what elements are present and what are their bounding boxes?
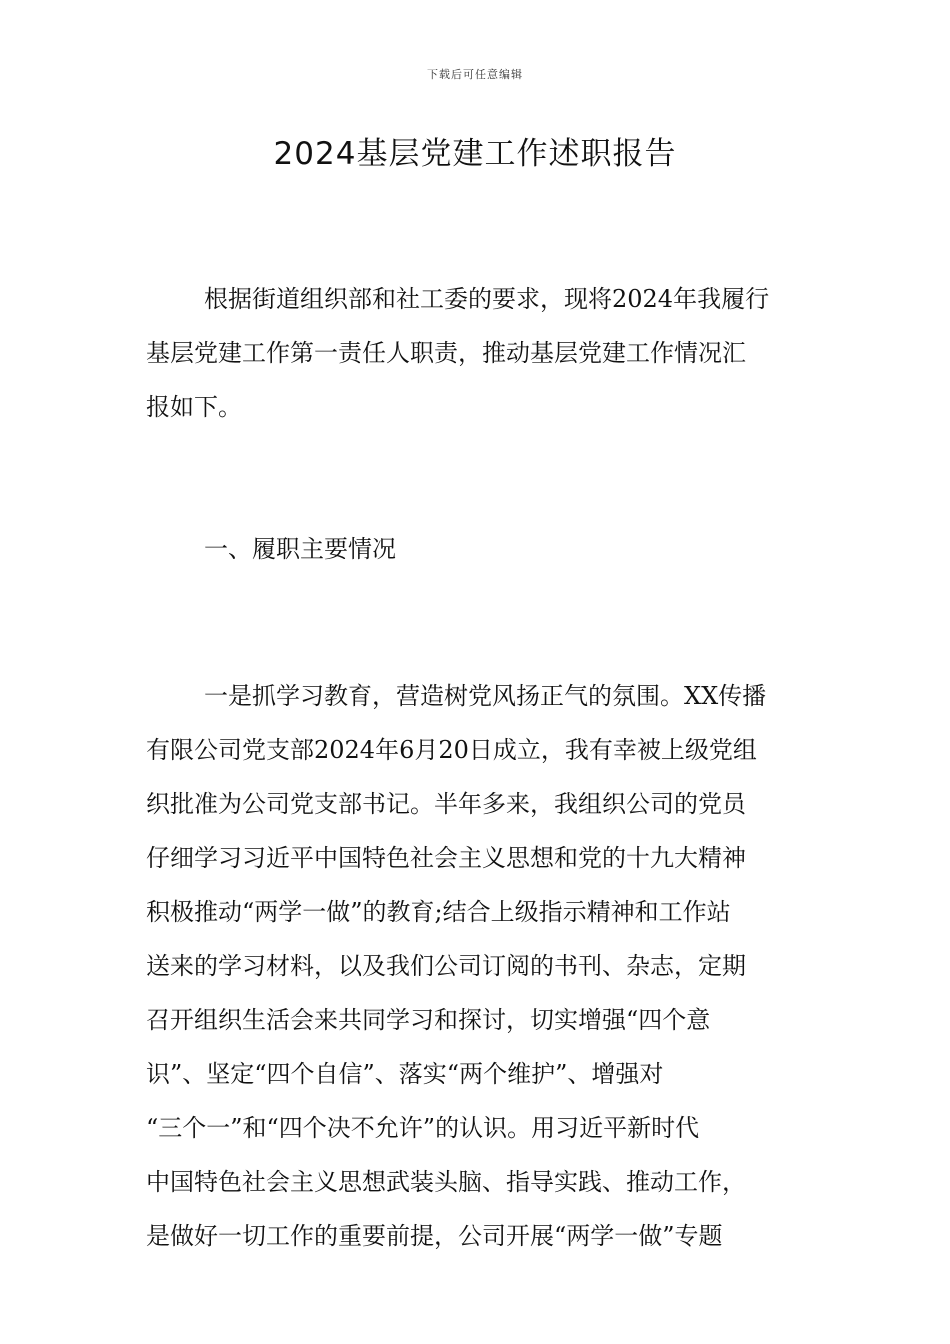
main-line: 送来的学习材料，以及我们公司订阅的书刊、杂志，定期 xyxy=(146,952,746,980)
main-line: “三个一”和“四个决不允许”的认识。用习近平新时代 xyxy=(146,1114,700,1142)
main-line: 仔细学习习近平中国特色社会主义思想和党的十九大精神 xyxy=(146,844,746,872)
intro-paragraph xyxy=(146,272,808,434)
header-note: 下载后可任意编辑 xyxy=(427,68,523,81)
intro-line: 根据街道组织部和社工委的要求，现将2024年我履行 xyxy=(204,285,770,313)
main-line: 召开组织生活会来共同学习和探讨，切实增强“四个意 xyxy=(146,1006,711,1034)
main-line: 积极推动“两学一做”的教育;结合上级指示精神和工作站 xyxy=(146,898,731,926)
section-heading: 一、履职主要情况 xyxy=(204,535,396,563)
main-line: 识”、坚定“四个自信”、落实“两个维护”、增强对 xyxy=(146,1060,664,1088)
main-line: 中国特色社会主义思想武装头脑、指导实践、推动工作， xyxy=(146,1168,746,1196)
intro-line: 报如下。 xyxy=(146,393,242,421)
intro-line: 基层党建工作第一责任人职责，推动基层党建工作情况汇 xyxy=(146,339,746,367)
main-line: 织批准为公司党支部书记。半年多来，我组织公司的党员 xyxy=(146,790,746,818)
document-title: 2024基层党建工作述职报告 xyxy=(273,136,677,172)
main-line: 是做好一切工作的重要前提，公司开展“两学一做”专题 xyxy=(146,1222,723,1250)
main-line: 有限公司党支部2024年6月20日成立，我有幸被上级党组 xyxy=(146,736,757,764)
main-paragraph xyxy=(146,669,808,1263)
main-line: 一是抓学习教育，营造树党风扬正气的氛围。XX传播 xyxy=(204,682,767,710)
